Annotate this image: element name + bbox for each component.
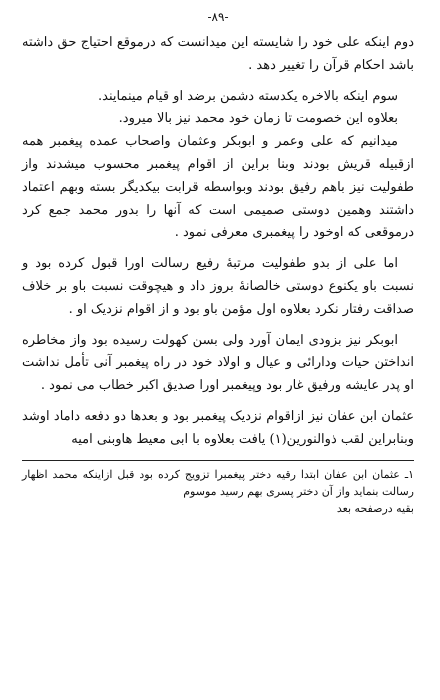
paragraph-4: میدانیم که علی وعمر و ابوبکر وعثمان واصحاب عمده پیغمبر همه ازقبیله قریش بودند وبنا براین از اقوام پیغمبر محسوب میشدند واز طفولیت نیز باهم رفیق بودند وبواسطه قرابت بیکدیگر بسته وبهم اعتماد داشتند وهمین دوستی صمیمی است که آنها را بدور محمد جمع کرد درموقعی که اوخود را پیغمبری معرفی نمود . bbox=[22, 134, 414, 241]
paragraph-5: اما علی از بدو طفولیت مرتبهٔ رفیع رسالت اورا قبول کرده بود و نسبت باو یکنوع دوستی خالصانهٔ بروز داد و هیچوقت نسبت باو بر خلاف صداقت رفتار نکرد بعلاوه اول مؤمن باو بود و از اقوام نزدیک او . bbox=[22, 256, 414, 317]
paragraph-7: عثمان ابن عفان نیز ازاقوام نزدیک پیغمبر بود و بعدها دو دفعه داماد اوشد وبنابراین لقب ذوالنورین(۱) یافت بعلاوه با ابی معیط هاوبنی امیه bbox=[22, 408, 414, 447]
paragraph-2: سوم اینکه بالاخره یکدسته دشمن برضد او قیام مینمایند. bbox=[97, 88, 398, 104]
footnote-1: ۱ـ عثمان ابن عفان ابتدا رقیه دختر پیغمبرا تزویج کرده بود قبل ازاینکه محمد اظهار رسالت بنماید واز آن دختر پسری بهم رسید موسوم bbox=[22, 467, 414, 498]
footnote-continuation: بقیه درصفحه بعد bbox=[336, 501, 414, 515]
paragraph-3: بعلاوه این خصومت تا زمان خود محمد نیز بالا میرود. bbox=[118, 111, 398, 127]
footnotes bbox=[22, 466, 414, 517]
paragraph-1: دوم اینکه علی خود را شایسته این میدانست که درموقع احتیاج حق داشته باشد احکام قرآن را تغییر دهد . bbox=[22, 35, 414, 73]
page-number: -٨٩- bbox=[207, 10, 229, 24]
paragraph-6: ابوبکر نیز بزودی ایمان آورد ولی بسن کهولت رسیده بود واز مخاطره انداختن حیات ودارائی و عیال و اولاد خود در راه پیغمبر آنی تأمل نداشت او پدر عایشه ورفیق غار بود وپیغمبر اورا صدیق اکبر خطاب می نمود . bbox=[22, 332, 414, 394]
footnote-divider bbox=[22, 460, 414, 461]
body-text bbox=[22, 32, 414, 452]
